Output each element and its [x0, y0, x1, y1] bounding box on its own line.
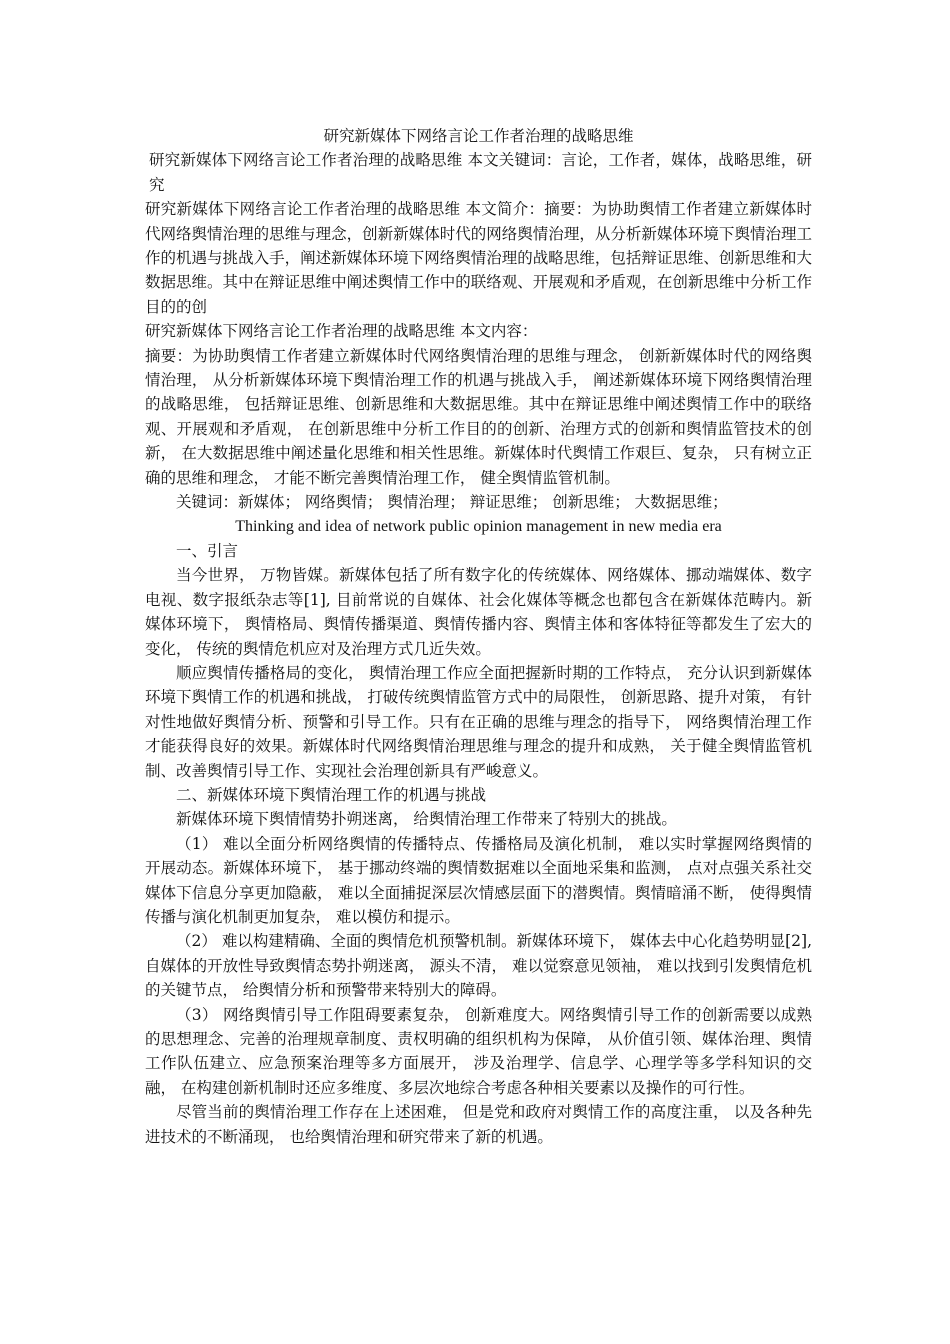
- keywords-line: 关键词：新媒体； 网络舆情； 舆情治理； 辩证思维； 创新思维； 大数据思维；: [176, 493, 728, 512]
- numbered-paragraph: （1） 难以全面分析网络舆情的传播特点、传播格局及演化机制， 难以实时掌握网络舆情的开展动态。新媒体环境下， 基于挪动终端的舆情数据难以全面地采集和监测， 点对点强关系社交媒体下信息分享更加隐蔽， 难以全面捕捉深层次情感层面下的潜舆情。舆情暗涌不断， 使得舆情传播与演化机制更加复杂， 难以模仿和提示。: [145, 834, 812, 926]
- keywords-intro: 研究新媒体下网络言论工作者治理的战略思维 本文关键词：言论，工作者，媒体，战略思维，研究: [149, 151, 812, 194]
- document-body: [145, 124, 812, 1149]
- english-title: Thinking and idea of network public opinion management in new media era: [235, 517, 722, 535]
- document-title: 研究新媒体下网络言论工作者治理的战略思维: [323, 127, 634, 145]
- section-heading-introduction: 一、引言: [176, 541, 239, 560]
- numbered-paragraph: （3） 网络舆情引导工作阻碍要素复杂， 创新难度大。网络舆情引导工作的创新需要以成熟的思想理念、完善的治理规章制度、责权明确的组织机构为保障， 从价值引领、媒体治理、舆情工作队伍建立、应急预案治理等多方面展开， 涉及治理学、信息学、心理学等多学科知识的交融， 在构建创新机制时还应多维度、多层次地综合考虑各种相关要素以及操作的可行性。: [145, 1005, 812, 1097]
- section-heading-opportunities: 二、新媒体环境下舆情治理工作的机遇与挑战: [176, 785, 487, 804]
- abstract-paragraph: 摘要：为协助舆情工作者建立新媒体时代网络舆情治理的思维与理念， 创新新媒体时代的网络舆情治理， 从分析新媒体环境下舆情治理工作的机遇与挑战入手， 阐述新媒体环境下网络舆情治理的战略思维， 包括辩证思维、创新思维和大数据思维。其中在辩证思维中阐述舆情工作中的联络观、开展观和矛盾观， 在创新思维中分析工作目的的创新、治理方式的创新和舆情监管技术的创新， 在大数据思维中阐述量化思维和相关性思维。新媒体时代舆情工作艰巨、复杂， 只有树立正确的思维和理念， 才能不断完善舆情治理工作， 健全舆情监管机制。: [145, 346, 812, 487]
- paragraph: 顺应舆情传播格局的变化， 舆情治理工作应全面把握新时期的工作特点， 充分认识到新媒体环境下舆情工作的机遇和挑战， 打破传统舆情监管方式中的局限性， 创新思路、提升对策， 有针对性地做好舆情分析、预警和引导工作。只有在正确的思维与理念的指导下， 网络舆情治理工作才能获得良好的效果。新媒体时代网络舆情治理思维与理念的提升和成熟， 关于健全舆情监管机制、改善舆情引导工作、实现社会治理创新具有严峻意义。: [145, 663, 812, 780]
- numbered-paragraph: （2） 难以构建精确、全面的舆情危机预警机制。新媒体环境下， 媒体去中心化趋势明显[2], 自媒体的开放性导致舆情态势扑朔迷离， 源头不清， 难以觉察意见领袖， 难以找到引发舆情危机的关键节点， 给舆情分析和预警带来特别大的障碍。: [145, 932, 812, 1000]
- paragraph: 尽管当前的舆情治理工作存在上述困难， 但是党和政府对舆情工作的高度注重， 以及各种先进技术的不断涌现， 也给舆情治理和研究带来了新的机遇。: [145, 1103, 812, 1146]
- paragraph: 新媒体环境下舆情情势扑朔迷离， 给舆情治理工作带来了特别大的挑战。: [176, 810, 677, 829]
- summary-intro: 研究新媒体下网络言论工作者治理的战略思维 本文简介：摘要：为协助舆情工作者建立新媒体时代网络舆情治理的思维与理念，创新新媒体时代的网络舆情治理，从分析新媒体环境下舆情治理工作的机遇与挑战入手，阐述新媒体环境下网络舆情治理的战略思维，包括辩证思维、创新思维和大数据思维。其中在辩证思维中阐述舆情工作中的联络观、开展观和矛盾观，在创新思维中分析工作目的的创: [145, 200, 812, 316]
- content-intro: 研究新媒体下网络言论工作者治理的战略思维 本文内容：: [145, 322, 538, 341]
- paragraph: 当今世界， 万物皆媒。新媒体包括了所有数字化的传统媒体、网络媒体、挪动端媒体、数字电视、数字报纸杂志等[1], 目前常说的自媒体、社会化媒体等概念也都包含在新媒体范畴内。新媒体环境下， 舆情格局、舆情传播渠道、舆情传播内容、舆情主体和客体特征等都发生了宏大的变化， 传统的舆情危机应对及治理方式几近失效。: [145, 566, 812, 658]
